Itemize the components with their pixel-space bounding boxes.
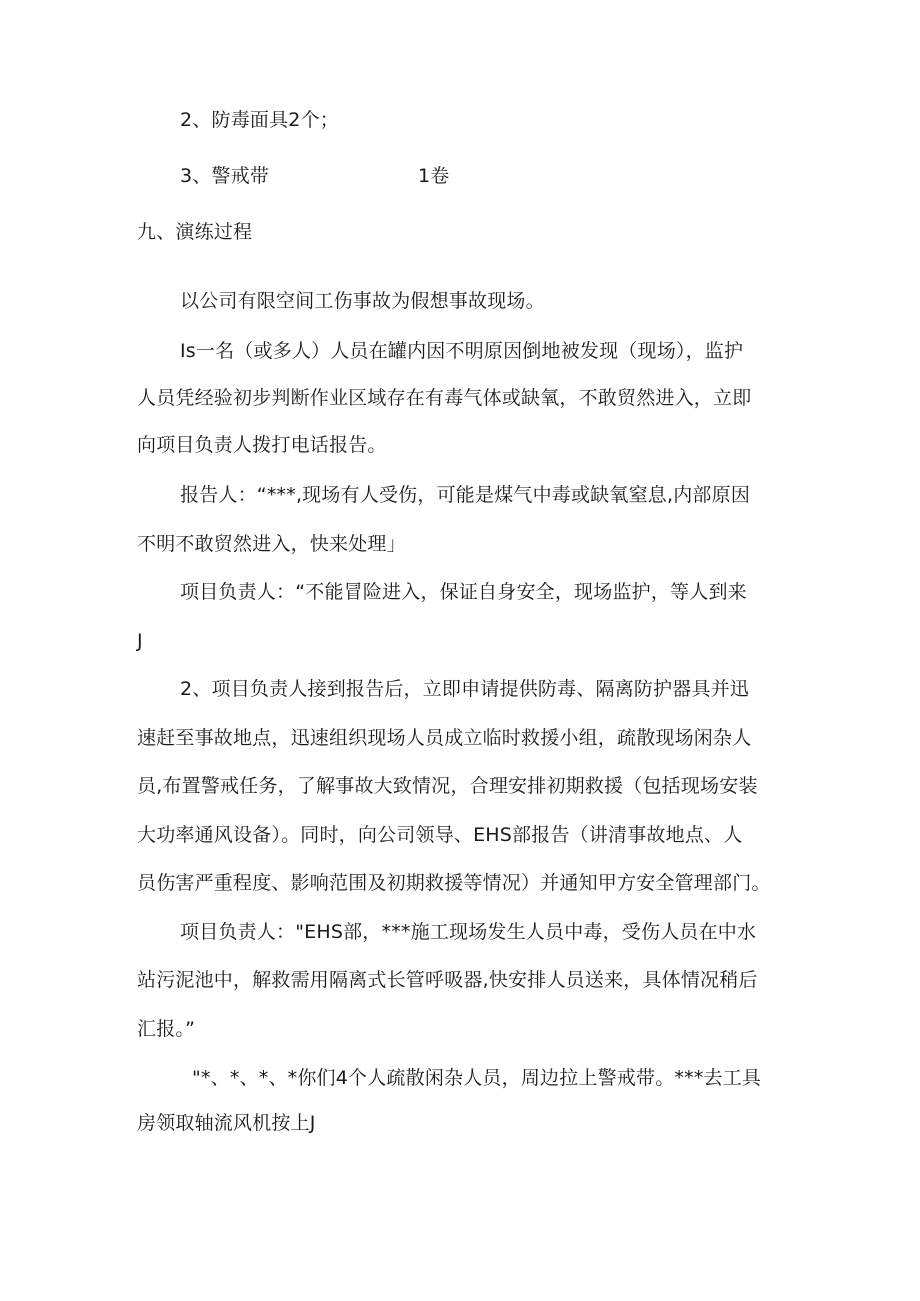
paragraph-line: "*、*、*、*你们4个人疏散闲杂人员，周边拉上警戒带。***去工具 (192, 1067, 762, 1089)
paragraph-line: 2、项目负责人接到报告后，立即申请提供防毒、隔离防护器具并迅 (180, 678, 750, 700)
paragraph-line: 项目负责人：“不能冒险进入，保证自身安全，现场监护，等人到来 (180, 581, 747, 603)
paragraph-line: 员,布置警戒任务，了解事故大致情况，合理安排初期救援（包括现场安装 (137, 775, 758, 797)
paragraph-line: 报告人：“***,现场有人受伤，可能是煤气中毒或缺氧窒息,内部原因 (180, 484, 751, 506)
equipment-item-gas-mask (180, 108, 339, 132)
paragraph-line: 大功率通风设备）。同时，向公司领导、EHS部报告（讲清事故地点、人 (137, 824, 743, 846)
paragraph-line: 汇报。” (137, 1018, 196, 1040)
paragraph-line: 人员凭经验初步判断作业区域存在有毒气体或缺氧，不敢贸然进入，立即 (137, 387, 752, 409)
paragraph-line: 员伤害严重程度、影响范围及初期救援等情况）并通知甲方安全管理部门。 (137, 872, 771, 894)
paragraph-line: 项目负责人："EHS部，***施工现场发生人员中毒，受伤人员在中水 (180, 921, 757, 943)
paragraph-line: 速赶至事故地点，迅速组织现场人员成立临时救援小组，疏散现场闲杂人 (137, 727, 752, 749)
paragraph-line: 不明不敢贸然进入，快来处理」 (137, 533, 406, 555)
section-heading: 九、演练过程 (137, 221, 253, 243)
paragraph-line: Is一名（或多人）人员在罐内因不明原因倒地被发现（现场），监护 (180, 340, 744, 362)
paragraph-line: 向项目负责人拨打电话报告。 (137, 434, 387, 456)
paragraph-line: 以公司有限空间工伤事故为假想事故现场。 (180, 290, 545, 312)
paragraph-line: 站污泥池中，解救需用隔离式长管呼吸器,快安排人员送来，具体情况稍后 (137, 969, 758, 991)
equipment-item-text: 3、警戒带 (180, 165, 270, 187)
paragraph-line: 房领取轴流风机按上J (137, 1112, 316, 1134)
equipment-item-warning-tape (180, 164, 450, 188)
equipment-item-quantity: 1卷 (418, 165, 450, 187)
equipment-item-text: 2、防毒面具2个； (180, 109, 339, 131)
paragraph-line: J (137, 630, 143, 652)
